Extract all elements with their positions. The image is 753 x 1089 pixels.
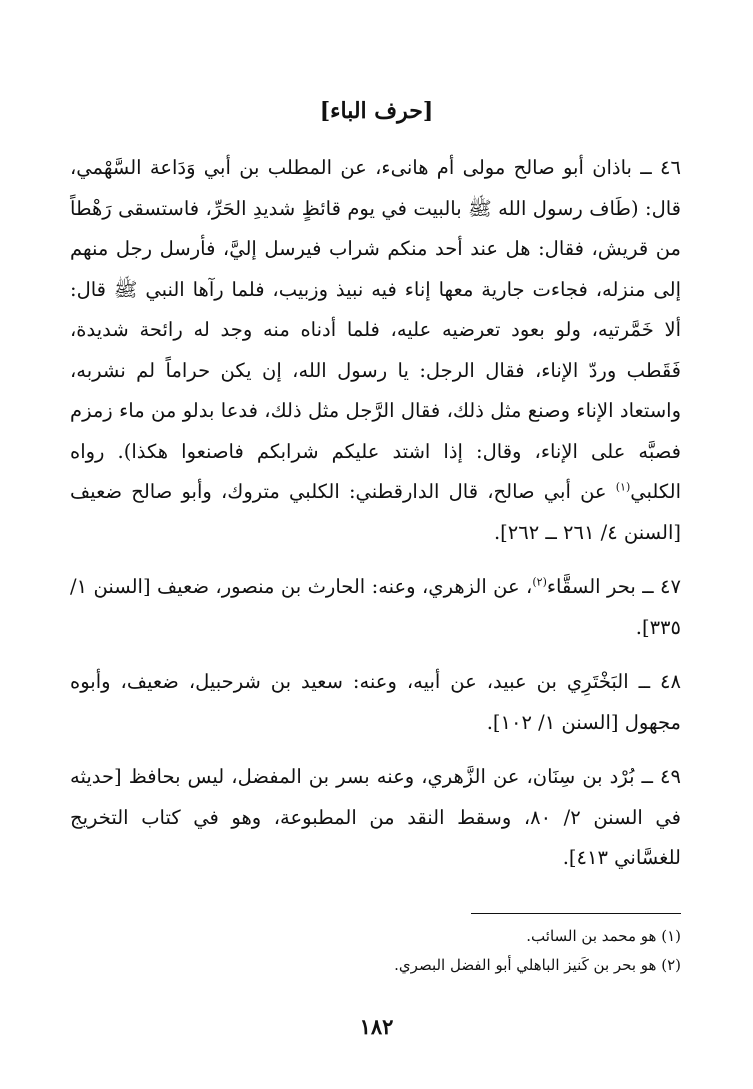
entry-text: ٤٨ ــ البَخْتَرِي بن عبيد، عن أبيه، وعنه: سعيد بن شرحبيل، ضعيف، وأبوه مجهول [السنن ١/ ١٠٢]. xyxy=(70,670,681,734)
entry-47 xyxy=(70,567,681,648)
footnote-ref[interactable]: (١) xyxy=(615,480,631,494)
page-number: ١٨٢ xyxy=(359,1014,394,1039)
entry-text: ٤٦ ــ باذان أبو صالح مولى أم هانىء، عن المطلب بن أبي وَدَاعة السَّهْمي، قال: (طَاف رسول الله ﷺ بالبيت في يوم قائظٍ شديدِ الحَرِّ، فاستسقى رَهْطاً من قريش، فقال: هل عند أحد منكم شراب فيرسل إليَّ، فأرسل رجل منهم إلى منزله، فجاءت جارية معها إناء فيه نبيذ وزبيب، فلما رآها النبي ﷺ قال: ألا خَمَّرتيه، ولو بعود تعرضيه عليه، فلما أدناه منه وجد له رائحة شديدة، فَقَطب وردّ الإناء، فقال الرجل: يا رسول الله، إن يكن حراماً لم نشربه، واستعاد الإناء وصنع مثل ذلك، فقال الرَّجل مثل ذلك، فدعا بدلو من ماء زمزم فصبَّه على الإناء، وقال: إذا اشتد عليكم شرابكم فاصنعوا هكذا). رواه الكلبي xyxy=(70,156,681,503)
footnote-separator-row xyxy=(0,913,753,915)
entry-49 xyxy=(70,757,681,879)
entries-body xyxy=(70,148,681,893)
entry-tail: ، عن الزهري، وعنه: الحارث بن منصور، ضعيف [السنن ١/ ٣٣٥]. xyxy=(70,575,681,639)
entry-48 xyxy=(70,662,681,743)
entry-tail: عن أبي صالح، قال الدارقطني: الكلبي متروك، وأبو صالح ضعيف [السنن ٤/ ٢٦١ ــ ٢٦٢]. xyxy=(70,480,681,544)
footnote-2: (٢) هو بحر بن كَنيز الباهلي أبو الفضل البصري. xyxy=(394,956,681,974)
footnote-separator xyxy=(471,913,681,914)
entry-text: ٤٧ ــ بحر السقَّاء xyxy=(546,575,681,598)
footnotes xyxy=(70,922,681,980)
footnote-ref[interactable]: (٢) xyxy=(532,575,547,589)
footnote-1: (١) هو محمد بن السائب. xyxy=(526,927,681,945)
entry-text: ٤٩ ــ بُرْد بن سِنَان، عن الزَّهري، وعنه بسر بن المفضل، ليس بحافظ [حديثه في السنن ٢/ ٨٠، وسقط النقد من المطبوعة، وهو في كتاب التخريج للغسَّاني ٤١٣]. xyxy=(70,765,681,869)
section-heading: [حرف الباء] xyxy=(319,98,434,124)
entry-46 xyxy=(70,148,681,553)
